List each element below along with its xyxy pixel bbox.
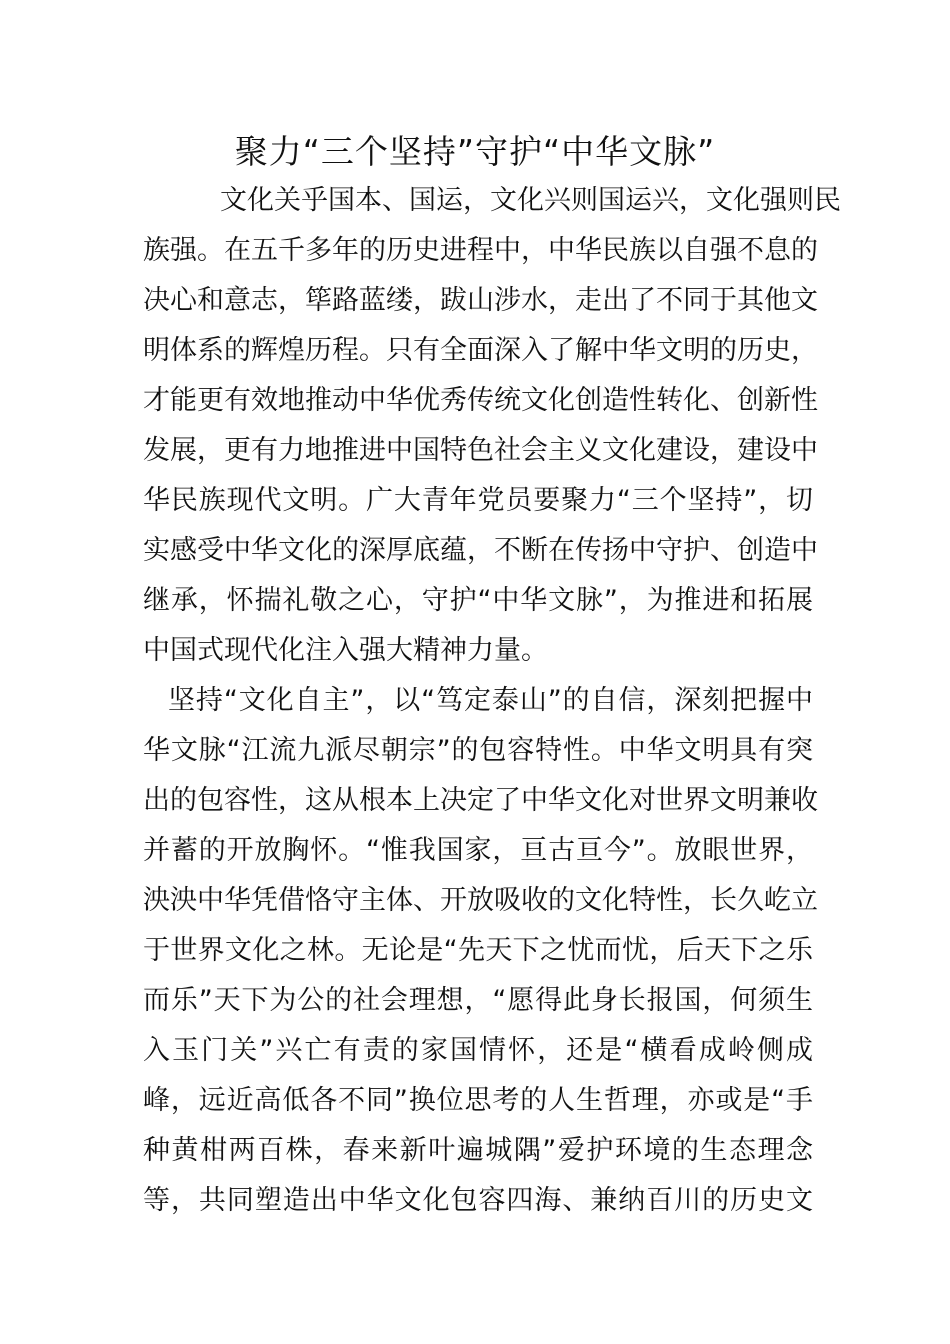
paragraph-line: 实感受中华文化的深厚底蕴，不断在传扬中守护、创造中 [143, 535, 818, 566]
paragraph-line: 而乐”天下为公的社会理想，“愿得此身长报国，何须生 [143, 985, 813, 1016]
paragraph-line: 入玉门关”兴亡有责的家国情怀，还是“横看成岭侧成 [143, 1035, 813, 1066]
paragraph-line: 并蓄的开放胸怀。“惟我国家，亘古亘今”。放眼世界， [143, 835, 813, 866]
paragraph-line: 族强。在五千多年的历史进程中，中华民族以自强不息的 [143, 235, 818, 266]
paragraph-line: 才能更有效地推动中华优秀传统文化创造性转化、创新性 [143, 385, 818, 416]
paragraph-line: 中国式现代化注入强大精神力量。 [143, 635, 548, 666]
paragraph-line: 等，共同塑造出中华文化包容四海、兼纳百川的历史文 [143, 1185, 813, 1216]
document-title: 聚力“三个坚持”守护“中华文脉” [234, 132, 716, 171]
paragraph-line: 发展，更有力地推进中国特色社会主义文化建设，建设中 [143, 435, 818, 466]
paragraph-line: 峰，远近高低各不同”换位思考的人生哲理，亦或是“手 [143, 1085, 813, 1116]
paragraph-line: 决心和意志，筚路蓝缕，跋山涉水，走出了不同于其他文 [143, 285, 818, 316]
paragraph-line: 文化关乎国本、国运，文化兴则国运兴，文化强则民 [220, 185, 841, 216]
paragraph-line: 坚持“文化自主”，以“笃定泰山”的自信，深刻把握中 [168, 685, 813, 716]
paragraph-line: 华民族现代文明。广大青年党员要聚力“三个坚持”，切 [143, 485, 813, 516]
paragraph-line: 泱泱中华凭借恪守主体、开放吸收的文化特性，长久屹立 [143, 885, 818, 916]
paragraph-line: 种黄柑两百株，春来新叶遍城隅”爱护环境的生态理念 [143, 1135, 813, 1166]
paragraph-line: 出的包容性，这从根本上决定了中华文化对世界文明兼收 [143, 785, 818, 816]
paragraph-line: 继承，怀揣礼敬之心，守护“中华文脉”，为推进和拓展 [143, 585, 813, 616]
paragraph-line: 于世界文化之林。无论是“先天下之忧而忧，后天下之乐 [143, 935, 813, 966]
paragraph-line: 明体系的辉煌历程。只有全面深入了解中华文明的历史， [143, 335, 818, 366]
paragraph-line: 华文脉“江流九派尽朝宗”的包容特性。中华文明具有突 [143, 735, 813, 766]
